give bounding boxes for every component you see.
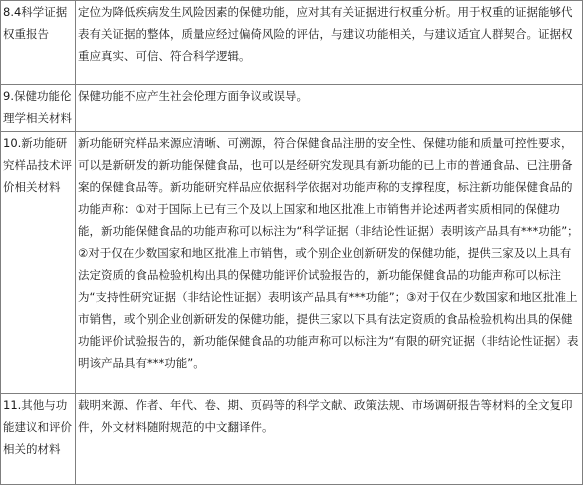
row-content: 新功能研究样品来源应清晰、可溯源，符合保健食品注册的安全性、保健功能和质量可控性要求，可以是新研发的新功能保健食品，也可以是经研究发现具有新功能的已上市的普通食品、已注册备案的保健食品等。新功能研究样品应依据科学依据对功能声称的支撑程度，标注新功能保健食品的功能声称：①对于国际上已有三个及以上国家和地区批准上市销售并论述两者实质相同的保健功能，新功能保健食品的功能声称可以标注为“科学证据（非结论性证据）表明该产品具有***功能”；②对于仅在少数国家和地区批准上市销售，或个别企业创新研发的保健功能，提供三家及以上具有法定资质的食品检验机构出具的保健功能评价试验报告的，新功能保健食品的功能声称可以标注为“支持性研究证据（非结论性证据）表明该产品具有***功能”；③对于仅在少数国家和地区批准上市销售，或个别企业创新研发的保健功能，提供三家以下具有法定资质的食品检验机构出具的保健功能评价试验报告的，新功能保健食品的功能声称可以标注为“有限的研究证据（非结论性证据）表明该产品具有***功能”。 bbox=[76, 132, 583, 394]
table-row bbox=[1, 1, 583, 85]
row-label: 11.其他与功能建议和评价相关的材料 bbox=[1, 394, 76, 485]
row-content: 载明来源、作者、年代、卷、期、页码等的科学文献、政策法规、市场调研报告等材料的全文复印件，外文材料随附规范的中文翻译件。 bbox=[76, 394, 583, 485]
row-label: 10.新功能研究样品技术评价相关材料 bbox=[1, 132, 76, 394]
row-content: 定位为降低疾病发生风险因素的保健功能，应对其有关证据进行权重分析。用于权重的证据能够代表有关证据的整体，质量应经过偏倚风险的评估，与建议功能相关，与建议适宜人群契合。证据权重应真实、可信、符合科学逻辑。 bbox=[76, 1, 583, 85]
row-label: 8.4科学证据权重报告 bbox=[1, 1, 76, 85]
row-content: 保健功能不应产生社会伦理方面争议或误导。 bbox=[76, 85, 583, 132]
table-row bbox=[1, 85, 583, 132]
table-row bbox=[1, 132, 583, 394]
row-label: 9.保健功能伦理学相关材料 bbox=[1, 85, 76, 132]
table-row bbox=[1, 394, 583, 485]
